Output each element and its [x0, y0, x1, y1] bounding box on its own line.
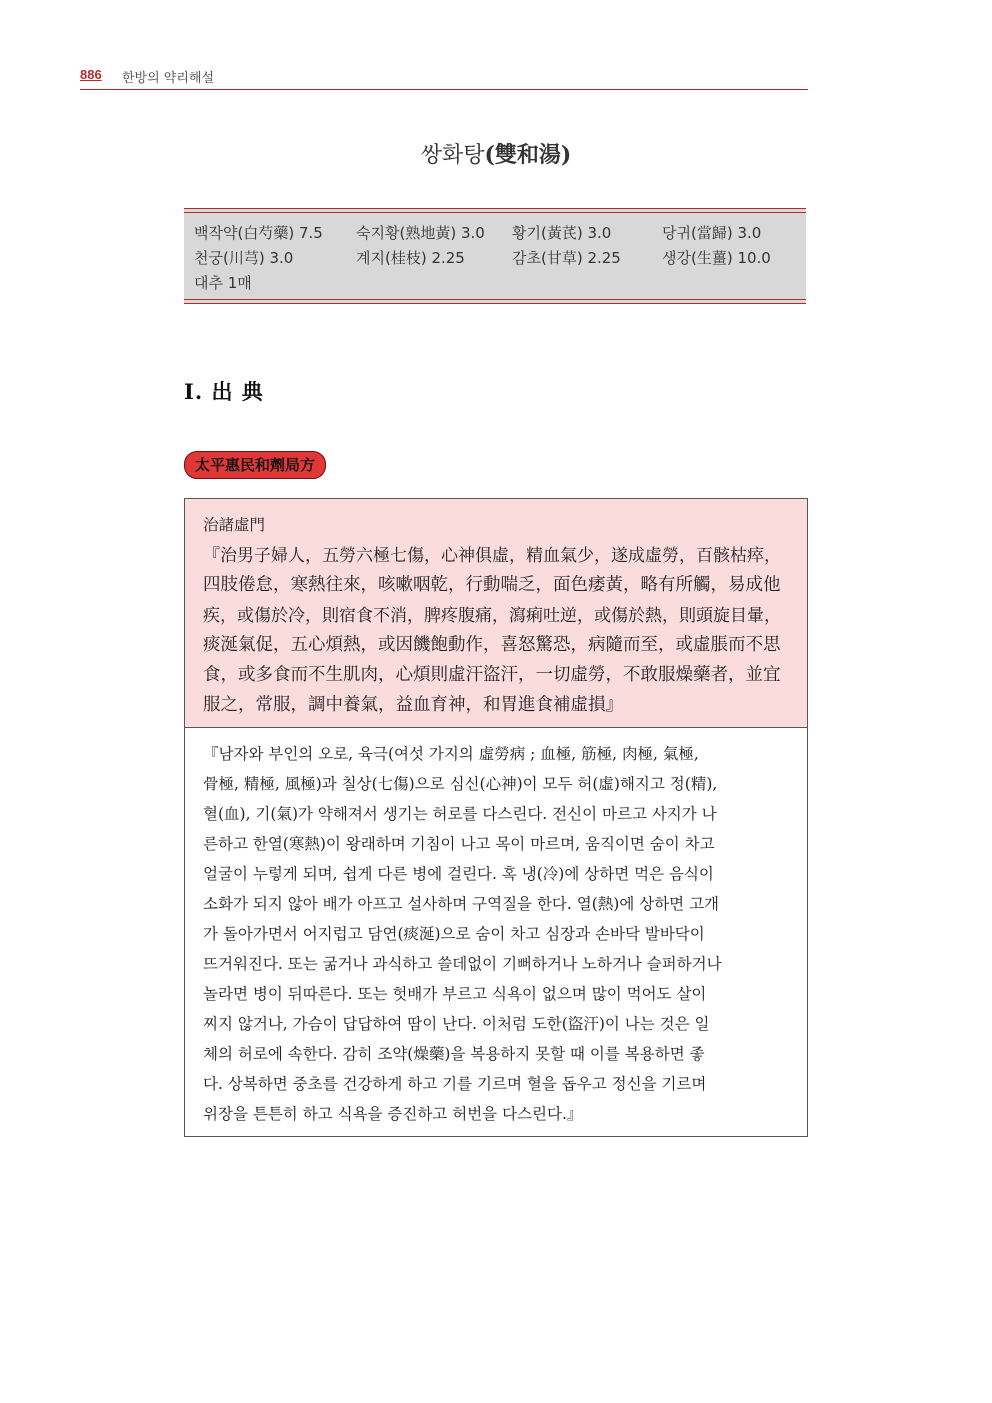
ingredient-item: 당귀(當歸) 3.0 — [662, 224, 762, 242]
ingredients-box — [184, 208, 806, 304]
translation-line: 소화가 되지 않아 배가 아프고 설사하며 구역질을 한다. 열(熱)에 상하면 고개 — [203, 895, 720, 913]
translation-line: 뜨거워진다. 또는 굶거나 과식하고 쓸데없이 기뻐하거나 노하거나 슬퍼하거나 — [203, 955, 722, 973]
translation-line: 다. 상복하면 중초를 건강하게 하고 기를 기르며 혈을 돕우고 정신을 기르며 — [203, 1075, 707, 1093]
classical-line: 食，或多食而不生肌肉，心煩則虛汗盜汗，一切虛勞，不敢服燥藥者，並宜 — [203, 665, 781, 685]
source-badge: 太平惠民和劑局方 — [184, 451, 326, 479]
translation-line: 놀라면 병이 뒤따른다. 또는 헛배가 부르고 식욕이 없으며 많이 먹어도 살이 — [203, 985, 707, 1003]
ingredient-item: 백작약(白芍藥) 7.5 — [194, 224, 323, 242]
classical-line: 痰涎氣促，五心煩熱，或因饑飽動作，喜怒驚恐，病隨而至，或虛脹而不思 — [203, 635, 781, 655]
section-heading: I. 出 典 — [184, 379, 264, 404]
translation-line: 체의 허로에 속한다. 감히 조약(燥藥)을 복용하지 못할 때 이를 복용하면 좋 — [203, 1045, 705, 1063]
classical-line: 『治男子婦人，五勞六極七傷，心神俱虛，精血氣少，遂成虛勞，百骸枯瘁， — [203, 546, 781, 566]
running-title: 한방의 약리해설 — [122, 71, 215, 86]
title-korean: 쌍화탕 — [420, 143, 485, 168]
ingredient-item: 생강(生薑) 10.0 — [662, 249, 771, 267]
running-header — [80, 67, 808, 90]
ingredient-item: 대추 1매 — [194, 274, 252, 292]
classical-category: 治諸虛門 — [203, 516, 266, 534]
translation-line: 찌지 않거나, 가슴이 답답하여 땀이 난다. 이처럼 도한(盜汗)이 나는 것은 일 — [203, 1015, 710, 1033]
translation-line: 혈(血), 기(氣)가 약해져서 생기는 허로를 다스린다. 전신이 마르고 사지가 나 — [203, 805, 717, 823]
page-number: 886 — [80, 67, 102, 82]
prescription-title — [0, 138, 992, 169]
ingredient-item: 천궁(川芎) 3.0 — [194, 249, 294, 267]
translation-line: 가 돌아가면서 어지럽고 담연(痰涎)으로 숨이 차고 심장과 손바닥 발바닥이 — [203, 925, 705, 943]
ingredient-item: 계지(桂枝) 2.25 — [356, 249, 465, 267]
translation-line: 얼굴이 누렇게 되며, 쉽게 다른 병에 걸린다. 혹 냉(冷)에 상하면 먹은 음식이 — [203, 865, 714, 883]
translation-line: 骨極, 精極, 風極)과 칠상(七傷)으로 심신(心神)이 모두 허(虛)해지고 정(精), — [203, 775, 718, 793]
translation-box — [184, 727, 808, 1137]
ingredient-item: 감초(甘草) 2.25 — [512, 249, 621, 267]
title-hanja: (雙和湯) — [484, 142, 572, 168]
translation-line: 『남자와 부인의 오로, 육극(여섯 가지의 虛勞病 ; 血極, 筋極, 肉極, 氣極, — [203, 745, 699, 763]
ingredient-item: 숙지황(熟地黃) 3.0 — [356, 224, 485, 242]
classical-text-box — [184, 498, 808, 728]
classical-line: 服之，常服，調中養氣，益血育神，和胃進食補虛損』 — [203, 695, 623, 715]
classical-line: 疾，或傷於冷，則宿食不消，脾疼腹痛，瀉痢吐逆，或傷於熱，則頭旋目暈， — [203, 606, 781, 626]
translation-line: 위장을 튼튼히 하고 식욕을 증진하고 허번을 다스린다.』 — [203, 1105, 583, 1123]
translation-line: 른하고 한열(寒熱)이 왕래하며 기침이 나고 목이 마르며, 움직이면 숨이 차고 — [203, 835, 715, 853]
classical-line: 四肢倦怠，寒熱往來，咳嗽咽乾，行動喘乏，面色痿黃，略有所觸，易成他 — [203, 575, 781, 595]
ingredient-item: 황기(黃芪) 3.0 — [512, 224, 612, 242]
